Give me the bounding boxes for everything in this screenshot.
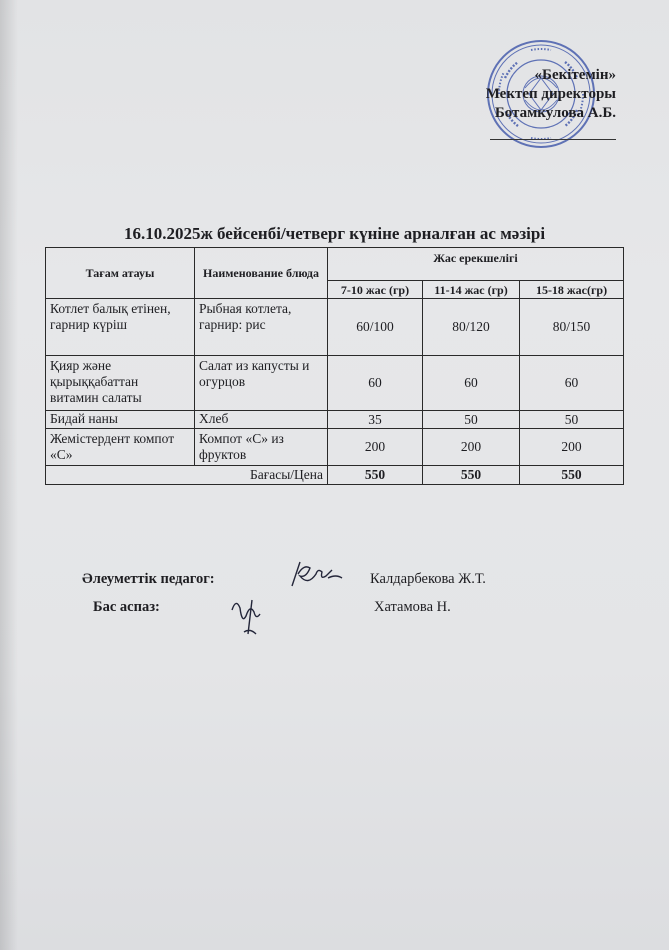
dish-name-ru: Салат из капусты и огурцов [195,356,328,411]
header-age-15-18: 15-18 жас(гр) [520,281,624,299]
portion-11-14: 80/120 [423,299,520,356]
dish-name-ru: Хлеб [195,411,328,429]
total-7-10: 550 [328,466,423,485]
approval-heading: «Бекітемін» [534,67,616,83]
dish-name-ru: Компот «С» из фруктов [195,429,328,466]
table-total-row [46,466,624,485]
portion-7-10: 60 [328,356,423,411]
portion-7-10: 60/100 [328,299,423,356]
menu-table [45,247,624,485]
header-age-11-14: 11-14 жас (гр) [423,281,520,299]
table-row [46,411,624,429]
portion-11-14: 200 [423,429,520,466]
portion-11-14: 50 [423,411,520,429]
portion-15-18: 80/150 [520,299,624,356]
total-15-18: 550 [520,466,624,485]
total-label: Бағасы/Цена [46,466,328,485]
table-row [46,356,624,411]
head-cook-name: Хатамова Н. [374,599,451,615]
portion-15-18: 200 [520,429,624,466]
approval-director-name: Ботамкулова А.Б. [494,105,616,121]
header-age-group: Жас ерекшелігі [328,248,624,281]
dish-name-kz: Бидай наны [46,411,195,429]
portion-7-10: 35 [328,411,423,429]
portion-15-18: 50 [520,411,624,429]
header-age-7-10: 7-10 жас (гр) [328,281,423,299]
portion-7-10: 200 [328,429,423,466]
document-title: 16.10.2025ж бейсенбі/четверг күніне арналған ас мәзірі [123,224,546,243]
social-pedagogue-signature [288,556,346,594]
total-11-14: 550 [423,466,520,485]
dish-name-kz: Қияр және қырыққабаттан витамин салаты [46,356,195,411]
approval-block [486,66,616,123]
portion-11-14: 60 [423,356,520,411]
dish-name-ru: Рыбная котлета, гарнир: рис [195,299,328,356]
portion-15-18: 60 [520,356,624,411]
table-row [46,299,624,356]
approval-signature-line [490,139,616,140]
table-header-row [46,248,624,281]
header-name-kz: Тағам атауы [46,248,195,299]
header-name-ru: Наименование блюда [195,248,328,299]
head-cook-label: Бас аспаз: [93,599,160,615]
table-row [46,429,624,466]
approval-position: Мектеп директоры [485,86,616,102]
social-pedagogue-name: Калдарбекова Ж.Т. [370,571,486,587]
dish-name-kz: Жемістердент компот «С» [46,429,195,466]
head-cook-signature [226,594,270,640]
dish-name-kz: Котлет балық етінен, гарнир күріш [46,299,195,356]
social-pedagogue-label: Әлеуметтік педагог: [82,571,215,587]
